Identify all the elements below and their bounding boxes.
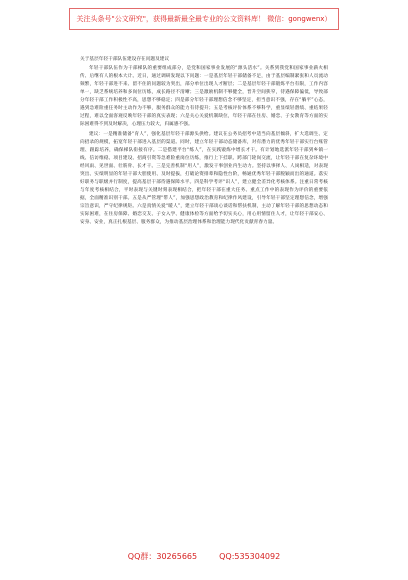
footer-qq-group: QQ群：30265665 (127, 552, 198, 561)
document-title: 关于基层年轻干部队伍建设存在问题及建议 (80, 57, 170, 62)
document-paragraph: 建议：一是精准储备“育人”，强化基层年轻干部源头供给。建议在公务员招考中适当向基层倾斜，扩大选调生、定向招录的规模，拓宽年轻干部进入基层的渠道。同时，建立年轻干部动态储备库，对有潜力的优秀年轻干部实行台账管理、跟踪培养，确保梯队衔接有序。二是搭建平台“练人”，在实践锻炼中增长才干。有计划地选派年轻干部到乡镇一线、信访维稳、项目建设、招商引资等急难险重岗位历练，推行上下挂职、跨部门轮岗交流，让年轻干部在复杂环境中经风雨、见世面、壮筋骨、长才干。三是完善机制“用人”，激发干事创业内生动力。坚持以事择人、人岗相适，对表现突出、实绩明显的年轻干部大胆使用、及时提拔，打破论资排辈和隐性台阶，畅通优秀年轻干部脱颖而出的通道。落实好职务与职级并行制度，提高基层干部待遇保障水平。四是科学考评“识人”，建立健全差异化考核体系。注重日常考核与年度考核相结合，平时表现与关键时刻表现相结合，把年轻干部在重大任务、重点工作中的表现作为评价的重要依据，全面精准识别干部。五是从严管理“带人”，加强思想政治教育和纪律作风建设，引导年轻干部坚定理想信念，增强宗旨意识，严守纪律规矩。六是真情关爱“暖人”，建立年轻干部谈心谈话和帮扶机制，主动了解年轻干部的思想动态和实际困难，在住房保障、婚恋交友、子女入学、健康体检等方面给予切实关心，用心用情留住人才，让年轻干部安心、安身、安业，真正扎根基层、服务群众，为推动基层治理体系和治理能力现代化贡献青春力量。 (80, 132, 328, 225)
promo-banner-text: 关注头条号"公文研究"，获得最新最全最专业的公文资料库！ 微信：gongwenx） (76, 15, 332, 23)
page-footer (0, 549, 408, 565)
promo-banner (69, 8, 339, 30)
document-body (80, 56, 328, 227)
document-paragraph: 年轻干部队伍作为干部梯队的重要组成部分，是党和国家事业发展的“源头活水”。关系到我党和国家事业薪火相传、后继有人的根本大计。近日，通过调研发现以下问题：一是基层年轻干部储备不足，由于基层编制紧张和人员流动频繁，年轻干部进不来、留不住的问题较为突出，部分单位出现人才断层；二是基层年轻干部锻炼平台有限，工作内容单一，缺乏系统培养和多岗位历练，成长路径不清晰；三是激励机制不够健全，晋升空间狭窄，待遇保障偏低，导致部分年轻干部工作积极性不高，思想不够稳定；四是部分年轻干部理想信念不够坚定，担当意识不强，存在“躺平”心态，遇到急难险重任务时主动作为不够，服务群众的能力有待提升；五是考核评价体系不够科学，重显绩轻潜绩、重结果轻过程，难以全面客观反映年轻干部的真实表现；六是关心关爱机制缺位，年轻干部在住房、婚恋、子女教育等方面的实际困难得不到及时解决，心理压力较大，归属感不强。 (80, 66, 328, 127)
footer-qq: QQ:535304092 (219, 552, 281, 561)
